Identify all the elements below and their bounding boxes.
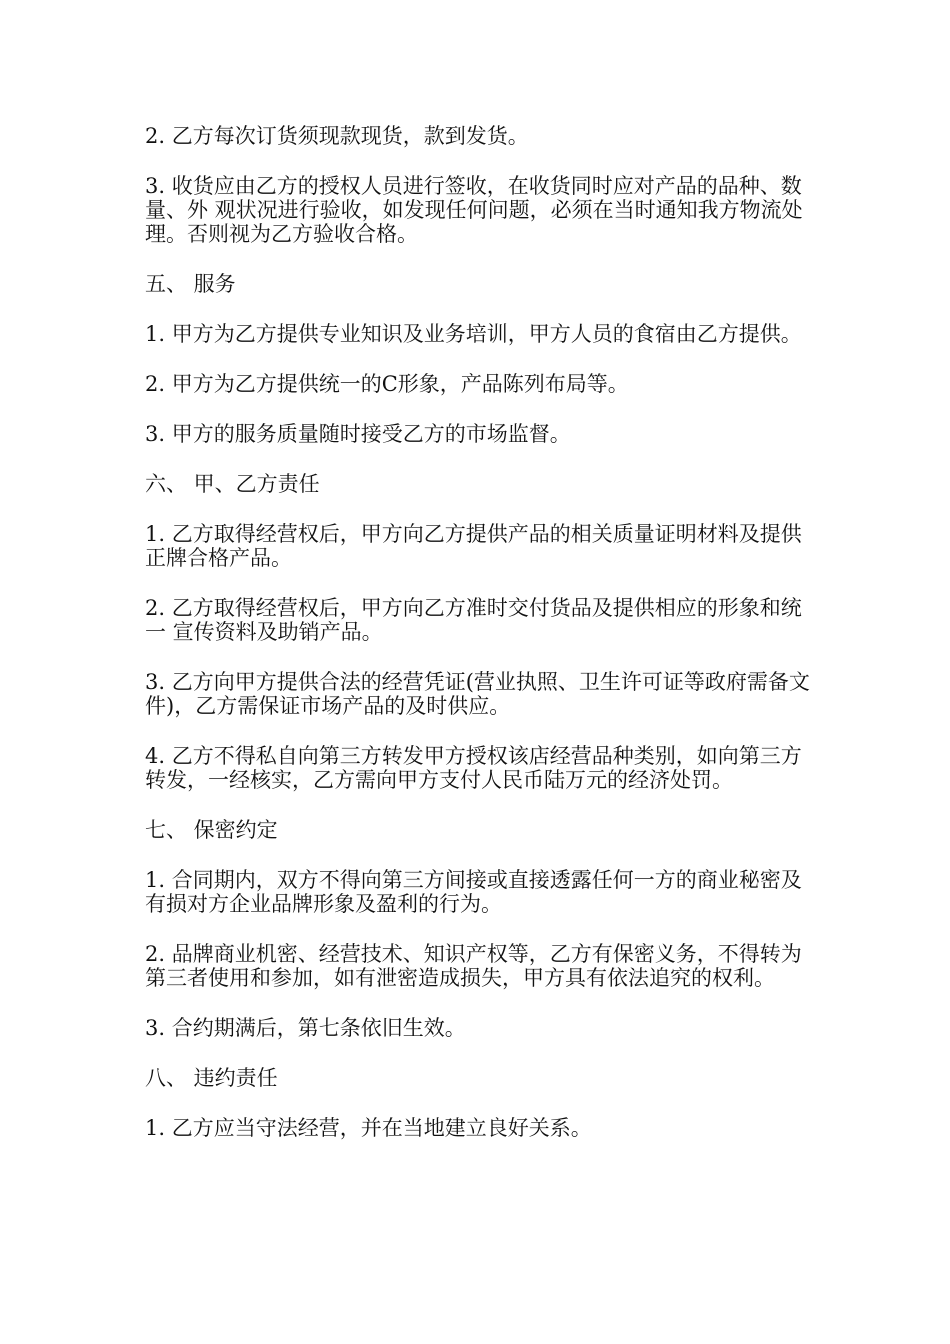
clause-5-3: 3. 甲方的服务质量随时接受乙方的市场监督。 (145, 422, 571, 446)
clause-8-1: 1. 乙方应当守法经营，并在当地建立良好关系。 (145, 1116, 592, 1140)
clause-7-1: 1. 合同期内，双方不得向第三方间接或直接透露任何一方的商业秘密及有损对方企业品牌形象及盈利的行为。 (145, 868, 802, 916)
clause-7-2: 2. 品牌商业机密、经营技术、知识产权等，乙方有保密义务，不得转为第三者使用和参加，如有泄密造成损失，甲方具有依法追究的权利。 (145, 942, 802, 990)
section-6-heading: 六、 甲、乙方责任 (145, 472, 320, 496)
document-body (145, 124, 815, 1166)
section-5-heading: 五、 服务 (145, 272, 236, 296)
clause-6-2: 2. 乙方取得经营权后，甲方向乙方准时交付货品及提供相应的形象和统一 宣传资料及助销产品。 (145, 596, 802, 644)
clause-6-1: 1. 乙方取得经营权后，甲方向乙方提供产品的相关质量证明材料及提供正牌合格产品。 (145, 522, 802, 570)
section-7-heading: 七、 保密约定 (145, 818, 278, 842)
clause-6-4: 4. 乙方不得私自向第三方转发甲方授权该店经营品种类别，如向第三方转发，一经核实，乙方需向甲方支付人民币陆万元的经济处罚。 (145, 744, 802, 792)
clause-6-3: 3. 乙方向甲方提供合法的经营凭证(营业执照、卫生许可证等政府需备文件)，乙方需保证市场产品的及时供应。 (145, 670, 810, 718)
clause-5-2: 2. 甲方为乙方提供统一的C形象，产品陈列布局等。 (145, 372, 629, 396)
clause-4-3: 3. 收货应由乙方的授权人员进行签收，在收货同时应对产品的品种、数量、外 观状况进行验收，如发现任何问题，必须在当时通知我方物流处理。否则视为乙方验收合格。 (145, 174, 803, 246)
section-8-heading: 八、 违约责任 (145, 1066, 278, 1090)
clause-5-1: 1. 甲方为乙方提供专业知识及业务培训，甲方人员的食宿由乙方提供。 (145, 322, 802, 346)
clause-4-2: 2. 乙方每次订货须现款现货，款到发货。 (145, 124, 529, 148)
clause-7-3: 3. 合约期满后，第七条依旧生效。 (145, 1016, 466, 1040)
